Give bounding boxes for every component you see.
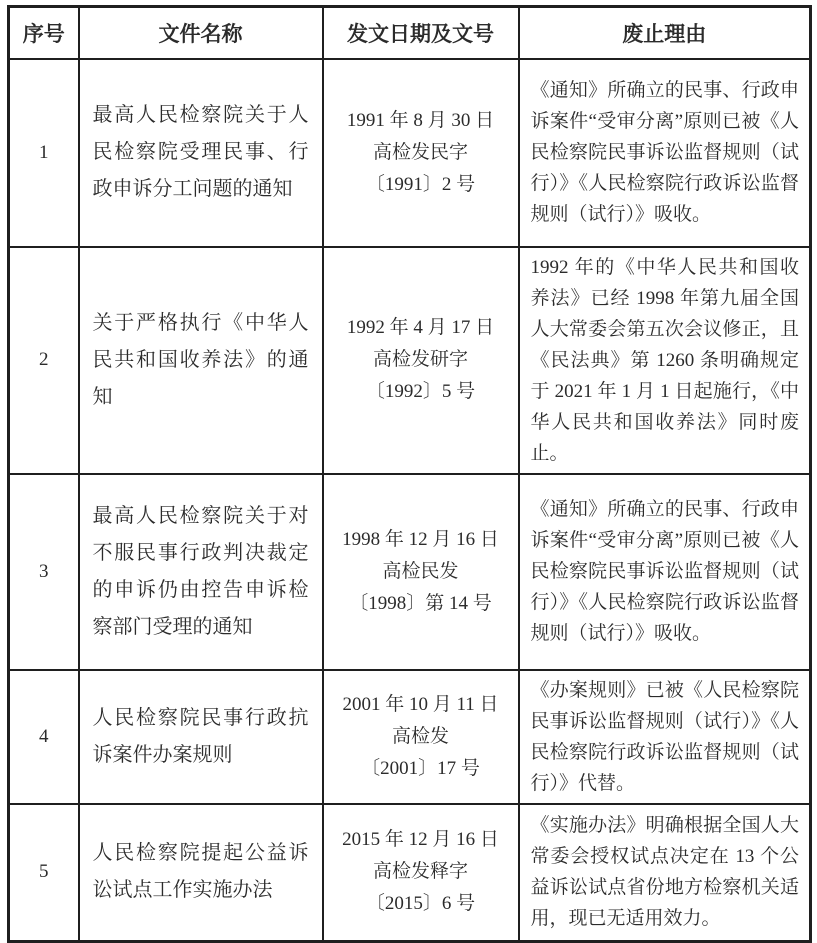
table-row bbox=[9, 804, 811, 942]
cell-seq: 1 bbox=[9, 59, 79, 247]
repealed-documents-table bbox=[7, 5, 812, 943]
cell-seq: 4 bbox=[9, 670, 79, 804]
doc-number-line: 〔1992〕5 号 bbox=[365, 381, 476, 402]
cell-seq: 3 bbox=[9, 474, 79, 670]
doc-number-line: 高检发研字 bbox=[372, 349, 468, 370]
doc-number-line: 〔2015〕6 号 bbox=[365, 893, 476, 915]
table-header-row bbox=[9, 7, 811, 59]
date-line: 1991 年 8 月 30 日 bbox=[346, 109, 495, 131]
cell-date-number bbox=[323, 474, 519, 670]
table-row bbox=[9, 59, 811, 247]
cell-doc-name: 最高人民检察院关于人民检察院受理民事、行政申诉分工问题的通知 bbox=[79, 59, 323, 247]
cell-date-number bbox=[323, 59, 519, 247]
header-repeal-reason: 废止理由 bbox=[519, 7, 811, 59]
header-doc-name: 文件名称 bbox=[79, 7, 323, 59]
cell-seq: 5 bbox=[9, 804, 79, 942]
cell-doc-name: 最高人民检察院关于对不服民事行政判决裁定的申诉仍由控告申诉检察部门受理的通知 bbox=[79, 474, 323, 670]
table-row bbox=[9, 474, 811, 670]
doc-number-line: 高检民发 bbox=[382, 560, 459, 582]
cell-doc-name: 人民检察院民事行政抗诉案件办案规则 bbox=[79, 670, 323, 804]
doc-number-line: 高检发 bbox=[391, 725, 449, 747]
date-line: 2015 年 12 月 16 日 bbox=[342, 829, 499, 851]
cell-seq: 2 bbox=[9, 247, 79, 474]
date-line: 1998 年 12 月 16 日 bbox=[342, 528, 499, 550]
cell-repeal-reason: 《通知》所确立的民事、行政申诉案件“受审分离”原则已被《人民检察院民事诉讼监督规则（试行）》《人民检察院行政诉讼监督规则（试行）》吸收。 bbox=[519, 474, 811, 670]
cell-repeal-reason: 《通知》所确立的民事、行政申诉案件“受审分离”原则已被《人民检察院民事诉讼监督规则（试行）》《人民检察院行政诉讼监督规则（试行）》吸收。 bbox=[519, 59, 811, 247]
cell-repeal-reason: 《办案规则》已被《人民检察院民事诉讼监督规则（试行）》《人民检察院行政诉讼监督规则（试行）》代替。 bbox=[519, 670, 811, 804]
cell-date-number bbox=[323, 804, 519, 942]
date-line: 1992 年 4 月 17 日 bbox=[346, 317, 495, 338]
table-row bbox=[9, 670, 811, 804]
header-date-number: 发文日期及文号 bbox=[323, 7, 519, 59]
cell-doc-name: 关于严格执行《中华人民共和国收养法》的通知 bbox=[79, 247, 323, 474]
doc-number-line: 高检发民字 bbox=[372, 141, 468, 163]
cell-repeal-reason: 1992 年的《中华人民共和国收养法》已经 1998 年第九届全国人大常委会第五次会议修正，且《民法典》第 1260 条明确规定于 2021 年 1 月 1 日起施行，《中华人民共和国收养法》同时废止。 bbox=[519, 247, 811, 474]
cell-date-number bbox=[323, 670, 519, 804]
header-seq: 序号 bbox=[9, 7, 79, 59]
table-row bbox=[9, 247, 811, 474]
doc-number-line: 高检发释字 bbox=[372, 861, 468, 883]
cell-date-number bbox=[323, 247, 519, 474]
cell-repeal-reason: 《实施办法》明确根据全国人大常委会授权试点决定在 13 个公益诉讼试点省份地方检察机关适用，现已无适用效力。 bbox=[519, 804, 811, 942]
cell-doc-name: 人民检察院提起公益诉讼试点工作实施办法 bbox=[79, 804, 323, 942]
doc-number-line: 〔2001〕17 号 bbox=[361, 757, 480, 779]
doc-number-line: 〔1991〕2 号 bbox=[365, 173, 476, 195]
doc-number-line: 〔1998〕第 14 号 bbox=[349, 592, 492, 614]
date-line: 2001 年 10 月 11 日 bbox=[342, 693, 499, 715]
